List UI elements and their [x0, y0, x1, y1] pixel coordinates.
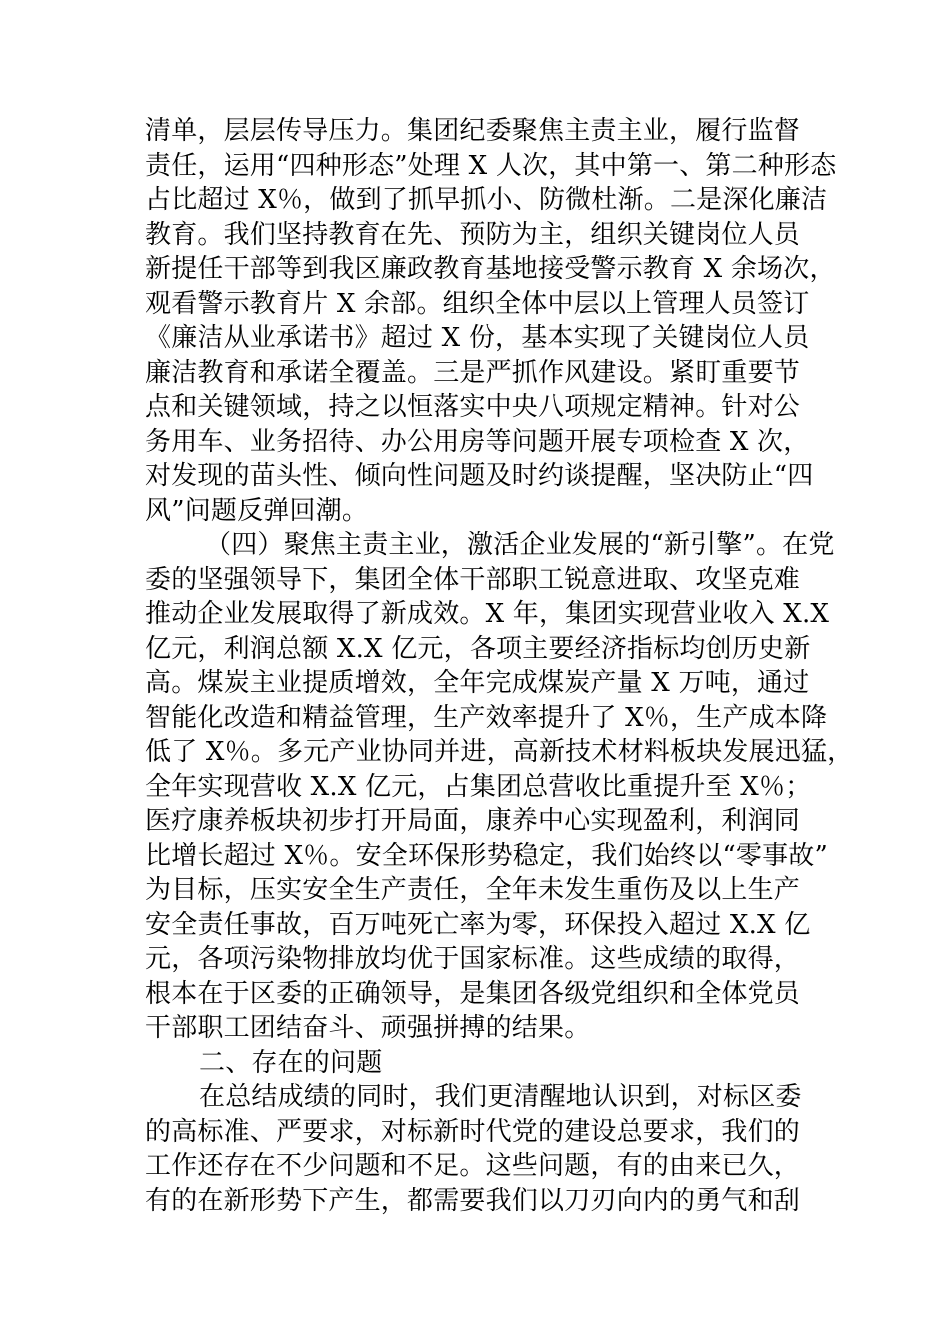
text-line: 教育。我们坚持教育在先、预防为主，组织关键岗位人员 [145, 219, 801, 250]
text-line: 工作还存在不少问题和不足。这些问题，有的由来已久， [145, 1151, 801, 1181]
text-line: 高。煤炭主业提质增效，全年完成煤炭产量 X 万吨，通过 [145, 668, 810, 698]
text-line: 观看警示教育片 X 余部。组织全体中层以上管理人员签订 [145, 288, 810, 319]
text-line: 亿元，利润总额 X.X 亿元，各项主要经济指标均创历史新 [145, 633, 811, 664]
text-line: 智能化改造和精益管理，生产效率提升了 X％，生产成本降 [145, 702, 828, 733]
section-heading-four: （四）聚焦主责主业，激活企业发展的“新引擎”。在党 [205, 530, 835, 560]
text-line: 比增长超过 X％。安全环保形势稳定，我们始终以“零事故” [145, 840, 828, 871]
text-line: 廉洁教育和承诺全覆盖。三是严抓作风建设。紧盯重要节 [145, 357, 801, 388]
text-line: 低了 X％。多元产业协同并进，高新技术材料板块发展迅猛， [145, 737, 854, 767]
text-line: 干部职工团结奋斗、顽强拼搏的结果。 [145, 1013, 591, 1043]
text-line: 对发现的苗头性、倾向性问题及时约谈提醒，坚决防止“四 [145, 461, 814, 491]
text-line: 有的在新形势下产生，都需要我们以刀刃向内的勇气和刮 [145, 1185, 801, 1216]
text-line: 务用车、业务招待、办公用房等问题开展专项检查 X 次， [145, 426, 810, 457]
text-line: 安全责任事故，百万吨死亡率为零，环保投入超过 X.X 亿 [145, 909, 811, 940]
text-line: 推动企业发展取得了新成效。X 年，集团实现营业收入 X.X [145, 599, 830, 629]
text-line: 清单，层层传导压力。集团纪委聚焦主责主业，履行监督 [145, 116, 801, 146]
text-line: 点和关键领域，持之以恒落实中央八项规定精神。针对公 [145, 392, 801, 422]
text-line: 《廉洁从业承诺书》超过 X 份，基本实现了关键岗位人员 [145, 323, 810, 353]
text-line: 全年实现营收 X.X 亿元，占集团总营收比重提升至 X％； [145, 771, 812, 802]
body-text [145, 114, 854, 1218]
text-line: 新提任干部等到我区廉政教育基地接受警示教育 X 余场次， [145, 254, 836, 284]
section-heading-problems: 二、存在的问题 [199, 1047, 383, 1078]
text-line: 委的坚强领导下，集团全体干部职工锐意进取、攻坚克难 [145, 564, 801, 595]
text-line: 为目标，压实安全生产责任，全年未发生重伤及以上生产 [145, 875, 801, 905]
text-line: 在总结成绩的同时，我们更清醒地认识到，对标区委 [199, 1082, 802, 1112]
text-line: 元，各项污染物排放均优于国家标准。这些成绩的取得， [145, 944, 801, 974]
text-line: 根本在于区委的正确领导，是集团各级党组织和全体党员 [145, 978, 801, 1009]
text-line: 责任，运用“四种形态”处理 X 人次，其中第一、第二种形态 [145, 150, 837, 181]
text-line: 医疗康养板块初步打开局面，康养中心实现盈利，利润同 [145, 806, 801, 836]
text-line: 占比超过 X％，做到了抓早抓小、防微杜渐。二是深化廉洁 [145, 185, 828, 215]
text-line: 的高标准、严要求，对标新时代党的建设总要求，我们的 [145, 1116, 801, 1147]
text-line: 风”问题反弹回潮。 [145, 495, 369, 526]
